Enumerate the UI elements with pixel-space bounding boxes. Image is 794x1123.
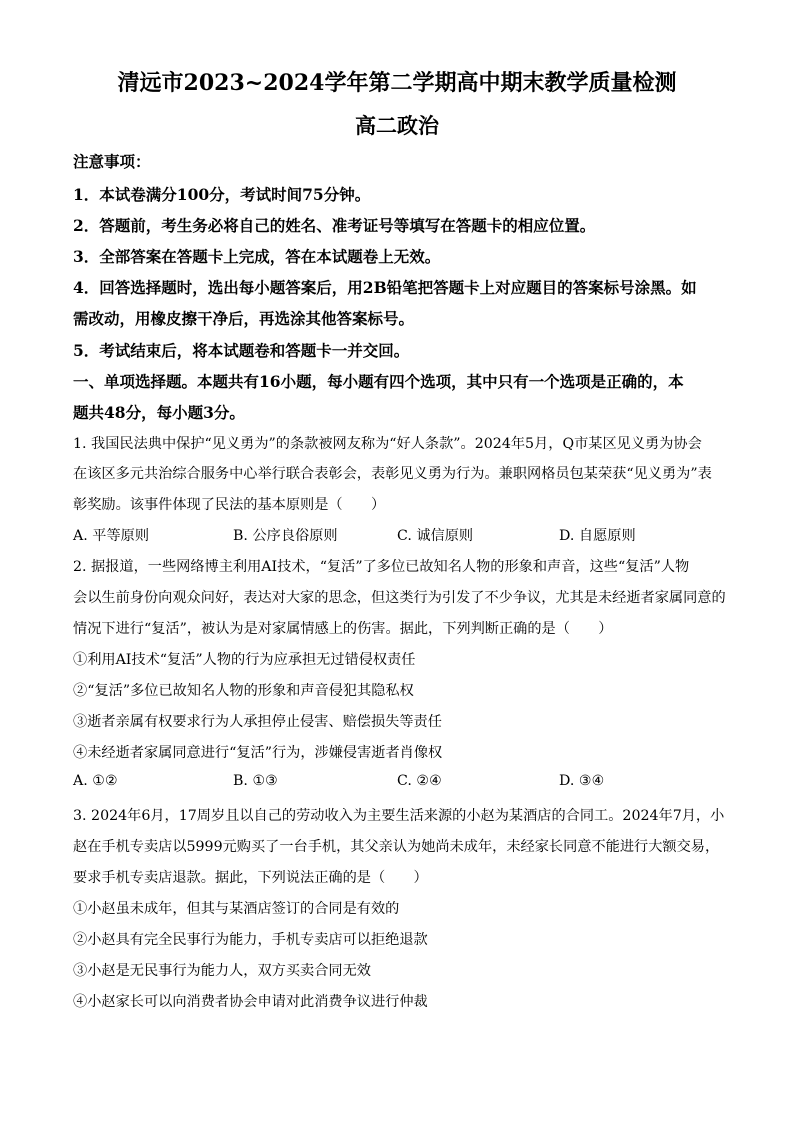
statement-1: ①小赵虽未成年，但其与某酒店签订的合同是有效的: [73, 901, 400, 917]
statement-2: ②小赵具有完全民事行为能力，手机专卖店可以拒绝退款: [73, 932, 428, 948]
notes-heading: 注意事项：: [73, 152, 151, 171]
question-3-text: 3. 2024年6月，17周岁且以自己的劳动收入为主要生活来源的小赵为某酒店的合同工。2024年7月，小: [73, 808, 725, 824]
note-item: 5．考试结束后，将本试题卷和答题卡一并交回。: [73, 341, 410, 360]
statement-1: ①利用AI技术“复活”人物的行为应承担无过错侵权责任: [73, 652, 416, 668]
option-b: B. 公序良俗原则: [233, 528, 338, 544]
question-2-text: 情况下进行“复活”，被认为是对家属情感上的伤害。据此，下列判断正确的是（ ）: [73, 621, 613, 637]
statement-4: ④小赵家长可以向消费者协会申请对此消费争议进行仲裁: [73, 994, 428, 1010]
note-item: 2．答题前，考生务必将自己的姓名、准考证号等填写在答题卡的相应位置。: [73, 216, 596, 235]
option-a: A. 平等原则: [73, 528, 150, 544]
note-item: 4．回答选择题时，选出每小题答案后，用2B铅笔把答题卡上对应题目的答案标号涂黑。如: [73, 278, 697, 297]
question-2-text: 会以生前身份向观众问好，表达对大家的思念，但这类行为引发了不少争议，尤其是未经逝者家属同意的: [73, 590, 726, 606]
question-2-text: 2. 据报道，一些网络博主利用AI技术，“复活”了多位已故知名人物的形象和声音，这些“复活”人物: [73, 559, 690, 575]
question-1-text: 在该区多元共治综合服务中心举行联合表彰会，表彰见义勇为行为。兼职网格员包某荣获“见义勇为”表: [73, 466, 712, 482]
statement-3: ③逝者亲属有权要求行为人承担停止侵害、赔偿损失等责任: [73, 714, 442, 730]
note-item: 需改动，用橡皮擦干净后，再选涂其他答案标号。: [73, 309, 415, 328]
option-b: B. ①③: [233, 773, 278, 789]
question-2-options: [73, 773, 733, 793]
question-1-text: 1. 我国民法典中保护“见义勇为”的条款被网友称为“好人条款”。2024年5月，Q市某区见义勇为协会: [73, 436, 702, 452]
option-c: C. 诚信原则: [397, 528, 474, 544]
question-1-options: [73, 525, 733, 545]
note-item: 1．本试卷满分100分，考试时间75分钟。: [73, 185, 371, 204]
option-d: D. ③④: [559, 773, 605, 789]
statement-4: ④未经逝者家属同意进行“复活”行为，涉嫌侵害逝者肖像权: [73, 745, 443, 761]
exam-title: 清远市2023~2024学年第二学期高中期末教学质量检测: [117, 70, 677, 96]
option-c: C. ②④: [397, 773, 442, 789]
section-heading: 一、单项选择题。本题共有16小题，每小题有四个选项，其中只有一个选项是正确的，本: [73, 372, 684, 391]
option-d: D. 自愿原则: [559, 528, 636, 544]
section-heading-cont: 题共48分，每小题3分。: [73, 403, 245, 422]
exam-subject: 高二政治: [355, 113, 439, 138]
statement-2: ②“复活”多位已故知名人物的形象和声音侵犯其隐私权: [73, 683, 414, 699]
option-a: A. ①②: [73, 773, 118, 789]
question-3-text: 要求手机专卖店退款。据此，下列说法正确的是（ ）: [73, 870, 428, 886]
statement-3: ③小赵是无民事行为能力人，双方买卖合同无效: [73, 963, 371, 979]
question-1-text: 彰奖励。该事件体现了民法的基本原则是（ ）: [73, 497, 386, 513]
note-item: 3．全部答案在答题卡上完成，答在本试题卷上无效。: [73, 247, 441, 266]
question-3-text: 赵在手机专卖店以5999元购买了一台手机，其父亲认为她尚未成年，未经家长同意不能进行大额交易，: [73, 839, 720, 855]
